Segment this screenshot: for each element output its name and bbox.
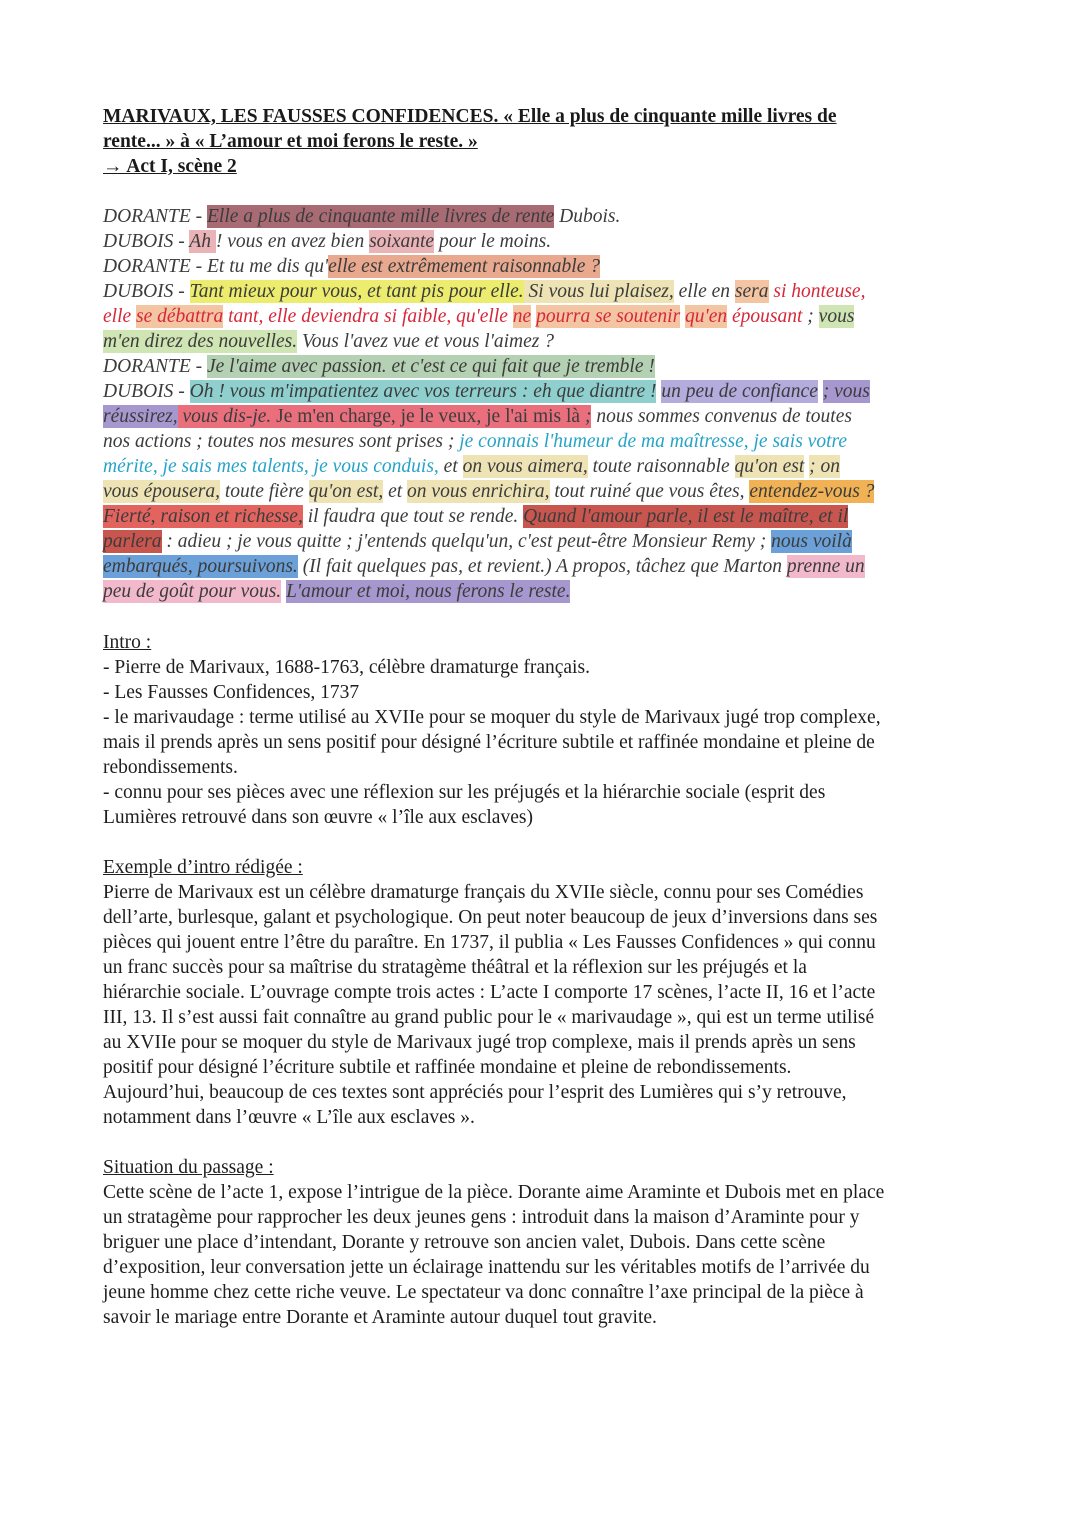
highlight: vous épousera, <box>103 481 220 502</box>
highlight: elle est extrêmement raisonnable ? <box>328 256 600 277</box>
highlight: Tant mieux pour vous, et tant pis pour elle. <box>189 281 524 302</box>
highlight: m'en direz des nouvelles. <box>103 331 298 352</box>
text: si honteuse, <box>768 281 866 302</box>
speaker: DORANTE - <box>103 356 207 377</box>
highlight: ; on <box>809 456 841 477</box>
highlight: sera <box>734 281 769 302</box>
intro-item: Lumières retrouvé dans son œuvre « l’île aux esclaves) <box>103 807 533 828</box>
text: mérite, je sais mes talents, je vous conduis, <box>103 456 439 477</box>
highlight: Si vous lui plaisez, <box>523 281 674 302</box>
paragraph-line: hiérarchie sociale. L’ouvrage compte trois actes : L’acte I comporte 17 scènes, l’acte II, 16 et l’acte <box>103 982 876 1003</box>
text: elle <box>103 306 137 327</box>
text: (Il fait quelques pas, et revient.) A propos, tâchez que Marton <box>297 556 787 577</box>
paragraph-line: positif pour désigné l’écriture subtile et raffinée mondaine et pleine de rebondissements. <box>103 1057 792 1078</box>
highlight: Elle a plus de cinquante mille livres de rente <box>207 206 555 227</box>
text <box>818 381 823 402</box>
intro-item: mais il prends après un sens positif pour désigné l’écriture subtile et raffinée mondaine et pleine de <box>103 732 875 753</box>
highlight: nous voilà <box>771 531 852 552</box>
excerpt-line <box>103 504 1003 529</box>
highlight: Je l'aime avec passion. et c'est ce qui fait que je tremble ! <box>207 356 655 377</box>
highlight: Fierté, raison et richesse, <box>103 506 303 527</box>
excerpt-line <box>103 429 1003 454</box>
highlight: embarqués, poursuivons. <box>103 556 298 577</box>
highlight: Quand l'amour parle, il est le maître, et il <box>523 506 849 527</box>
excerpt-line <box>103 304 1003 329</box>
section-heading: Intro : <box>103 632 152 653</box>
paragraph-line: Pierre de Marivaux est un célèbre dramaturge français du XVIIe siècle, connu pour ses Comédies <box>103 882 864 903</box>
highlight: un peu de confiance <box>661 381 818 402</box>
highlight: qu'on est <box>734 456 805 477</box>
highlight: on vous aimera, <box>462 456 588 477</box>
text: Dubois. <box>554 206 621 227</box>
excerpt-line <box>103 329 1003 354</box>
text: ! vous en avez bien <box>215 231 370 252</box>
text: je connais l'humeur de ma maîtresse, je sais votre <box>459 431 848 452</box>
excerpt-line <box>103 279 1003 304</box>
excerpt-line <box>103 454 1003 479</box>
intro-item: - Pierre de Marivaux, 1688-1763, célèbre dramaturge français. <box>103 657 590 678</box>
title-line-1: MARIVAUX, LES FAUSSES CONFIDENCES. « Elle a plus de cinquante mille livres de <box>103 106 837 127</box>
highlight: entendez-vous ? <box>749 481 875 502</box>
highlight: L'amour et moi, nous ferons le reste. <box>286 581 571 602</box>
highlight: Ah <box>189 231 216 252</box>
section-heading: Situation du passage : <box>103 1157 274 1178</box>
text: : adieu ; je vous quitte ; j'entends quelqu'un, c'est peut-être Monsieur Remy ; <box>161 531 772 552</box>
excerpt-line <box>103 204 1003 229</box>
paragraph-line: Aujourd’hui, beaucoup de ces textes sont appréciés pour l’esprit des Lumières qui s’y retrouve, <box>103 1082 847 1103</box>
speaker: DORANTE - <box>103 206 207 227</box>
highlight: ; vous <box>822 381 870 402</box>
highlight: se débattra <box>136 306 224 327</box>
speaker: DUBOIS - <box>103 281 190 302</box>
excerpt-line <box>103 529 1003 554</box>
paragraph-line: un stratagème pour rapprocher les deux jeunes gens : introduit dans la maison d’Araminte pour y <box>103 1207 860 1228</box>
highlight: soixante <box>369 231 435 252</box>
intro-item: rebondissements. <box>103 757 238 778</box>
highlight: qu'en <box>685 306 728 327</box>
speaker: DUBOIS - <box>103 231 190 252</box>
section-heading: Exemple d’intro rédigée : <box>103 857 303 878</box>
text: tant, elle deviendra si faible, qu'elle <box>223 306 513 327</box>
intro-section <box>103 630 983 830</box>
highlight: peu de goût pour vous. <box>103 581 282 602</box>
excerpt-line <box>103 579 1003 604</box>
highlight: vous <box>818 306 855 327</box>
speaker: DUBOIS - <box>103 381 190 402</box>
intro-item: - connu pour ses pièces avec une réflexion sur les préjugés et la hiérarchie sociale (esprit des <box>103 782 826 803</box>
paragraph-line: jeune homme chez cette riche veuve. Le spectateur va donc connaître l’axe principal de la pièce à <box>103 1282 864 1303</box>
paragraph-line: savoir le mariage entre Dorante et Araminte autour duquel tout gravite. <box>103 1307 657 1328</box>
title-line-3: → Act I, scène 2 <box>103 156 237 177</box>
text: nous sommes convenus de toutes <box>591 406 852 427</box>
text: toute fière <box>219 481 309 502</box>
paragraph-line: pièces qui jouent entre l’être du paraître. En 1737, il publia « Les Fausses Confidences » qui connu <box>103 932 876 953</box>
paragraph-line: un franc succès pour sa maîtrise du stratagème théâtral et la réflexion sur les préjugés et la <box>103 957 807 978</box>
text: DORANTE - Et tu me dis qu' <box>103 256 329 277</box>
situation-section <box>103 1155 983 1330</box>
excerpt-line <box>103 404 1003 429</box>
paragraph-line: dell’arte, burlesque, galant et psychologique. On peut noter beaucoup de jeux d’inversions dans ses <box>103 907 878 928</box>
highlight: ne <box>512 306 532 327</box>
text: toute raisonnable <box>587 456 735 477</box>
highlight: ; <box>584 406 592 427</box>
text: il faudra que tout se rende. <box>302 506 524 527</box>
highlight: réussirez, <box>103 406 178 427</box>
document-title <box>103 104 983 179</box>
paragraph-line: d’exposition, leur conversation jette un éclairage inattendu sur les véritables motifs de l’arrivée du <box>103 1257 870 1278</box>
text: pour le moins. <box>434 231 552 252</box>
text: et <box>438 456 463 477</box>
highlight: parlera <box>103 531 162 552</box>
text: elle en <box>673 281 735 302</box>
highlight: pourra se soutenir <box>536 306 681 327</box>
text: nos actions ; toutes nos mesures sont prises ; <box>103 431 460 452</box>
excerpt-line <box>103 229 1003 254</box>
paragraph-line: III, 13. Il s’est aussi fait connaître au grand public pour le « marivaudage », qui est un terme utilisé <box>103 1007 875 1028</box>
paragraph-line: briguer une place d’intendant, Dorante y retrouve son ancien valet, Dubois. Dans cette scène <box>103 1232 826 1253</box>
excerpt-line <box>103 554 1003 579</box>
play-excerpt <box>103 204 1003 604</box>
highlight: Je m'en charge, je le veux, je l'ai mis là <box>271 406 585 427</box>
highlight: on vous enrichira, <box>407 481 550 502</box>
highlight: Oh ! vous m'impatientez avec vos terreurs : eh que diantre ! <box>189 381 657 402</box>
text: tout ruiné que vous êtes, <box>549 481 750 502</box>
text: Vous l'avez vue et vous l'aimez ? <box>297 331 554 352</box>
paragraph-line: notamment dans l’œuvre « L’île aux esclaves ». <box>103 1107 475 1128</box>
highlight: vous dis-je. <box>177 406 272 427</box>
highlight: prenne un <box>786 556 865 577</box>
excerpt-line <box>103 354 1003 379</box>
paragraph-line: au XVIIe pour se moquer du style de Marivaux jugé trop complexe, mais il prends après un sens <box>103 1032 856 1053</box>
paragraph-line: Cette scène de l’acte 1, expose l’intrigue de la pièce. Dorante aime Araminte et Dubois met en place <box>103 1182 885 1203</box>
text: et <box>383 481 408 502</box>
text: ; <box>807 306 819 327</box>
excerpt-line <box>103 379 1003 404</box>
excerpt-line <box>103 254 1003 279</box>
intro-item: - le marivaudage : terme utilisé au XVIIe pour se moquer du style de Marivaux jugé trop complexe, <box>103 707 881 728</box>
example-section <box>103 855 983 1130</box>
intro-item: - Les Fausses Confidences, 1737 <box>103 682 360 703</box>
text: épousant <box>727 306 808 327</box>
excerpt-line <box>103 479 1003 504</box>
title-line-2: rente... » à « L’amour et moi ferons le reste. » <box>103 131 478 152</box>
highlight: qu'on est, <box>308 481 384 502</box>
